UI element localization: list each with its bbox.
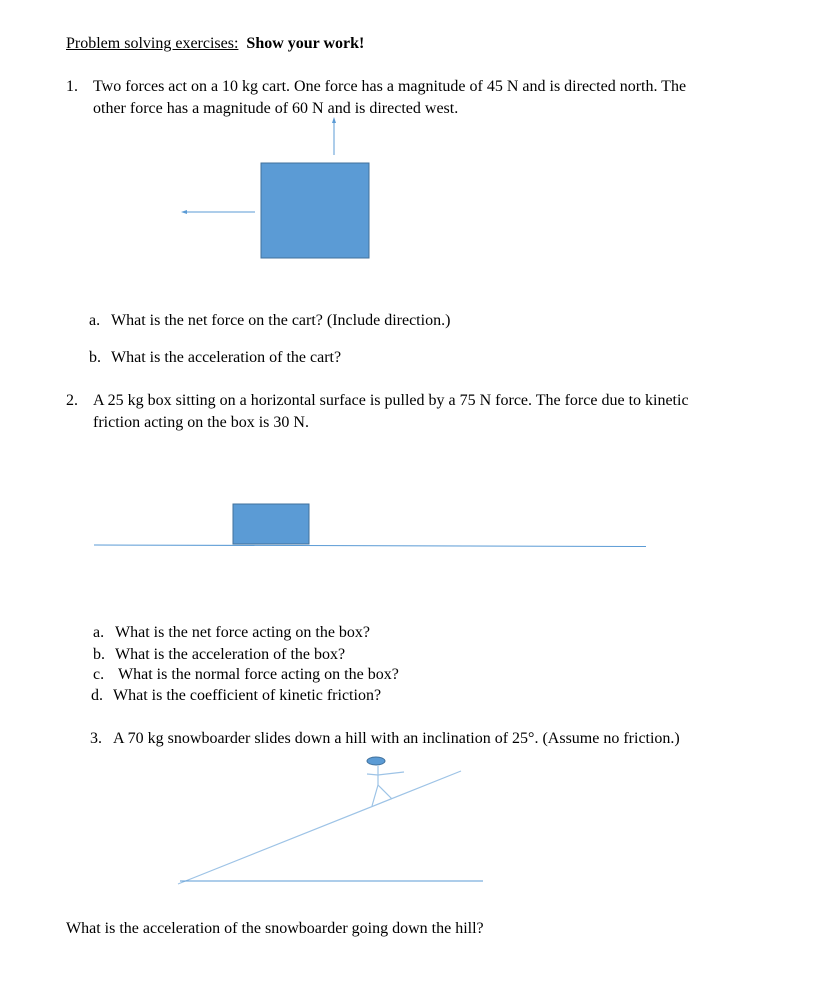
problem1-question-b-letter: b. xyxy=(89,349,101,366)
problem3-text: A 70 kg snowboarder slides down a hill with an inclination of 25°. (Assume no friction.) xyxy=(113,730,680,747)
problem2-question-c-letter: c. xyxy=(93,666,105,683)
problem3-question: What is the acceleration of the snowboarder going down the hill? xyxy=(66,920,484,937)
problem2-question-a: What is the net force acting on the box? xyxy=(115,624,371,641)
problem2-question-d-letter: d. xyxy=(91,687,103,704)
west-arrowhead-icon xyxy=(181,210,187,214)
north-arrowhead-icon xyxy=(332,117,336,123)
snowboarder-arm-right xyxy=(378,772,404,775)
problem2-question-b: What is the acceleration of the box? xyxy=(115,646,346,663)
box xyxy=(233,504,309,544)
problem2-number: 2. xyxy=(66,392,78,409)
problem1-question-b: What is the acceleration of the cart? xyxy=(111,349,342,366)
snowboarder-figure xyxy=(367,757,404,806)
problem2-line1: A 25 kg box sitting on a horizontal surface is pulled by a 75 N force. The force due to kinetic xyxy=(93,392,689,409)
problem1-question-a-letter: a. xyxy=(89,312,101,329)
problem2-question-b-letter: b. xyxy=(93,646,105,663)
problem2-question-d: What is the coefficient of kinetic friction? xyxy=(113,687,382,704)
problem2-line2: friction acting on the box is 30 N. xyxy=(93,414,309,431)
snowboarder-head xyxy=(367,757,385,765)
snowboarder-leg-right xyxy=(378,785,392,799)
problem1-line1: Two forces act on a 10 kg cart. One force has a magnitude of 45 N and is directed north. The xyxy=(93,78,687,95)
snowboarder-leg-left xyxy=(372,785,378,806)
problem2-question-c: What is the normal force acting on the box? xyxy=(118,666,399,683)
problem1-number: 1. xyxy=(66,78,78,95)
snowboarder-arm-left xyxy=(367,774,378,775)
cart-box xyxy=(261,163,369,258)
problem3-number: 3. xyxy=(90,730,102,747)
hill-slope xyxy=(178,771,461,884)
problem2-question-a-letter: a. xyxy=(93,624,105,641)
header-label: Problem solving exercises: xyxy=(66,35,239,52)
header-emphasis: Show your work! xyxy=(246,35,365,52)
horizontal-surface xyxy=(94,545,646,547)
problem1-question-a: What is the net force on the cart? (Include direction.) xyxy=(111,312,451,329)
problem1-line2: other force has a magnitude of 60 N and is directed west. xyxy=(93,100,459,117)
